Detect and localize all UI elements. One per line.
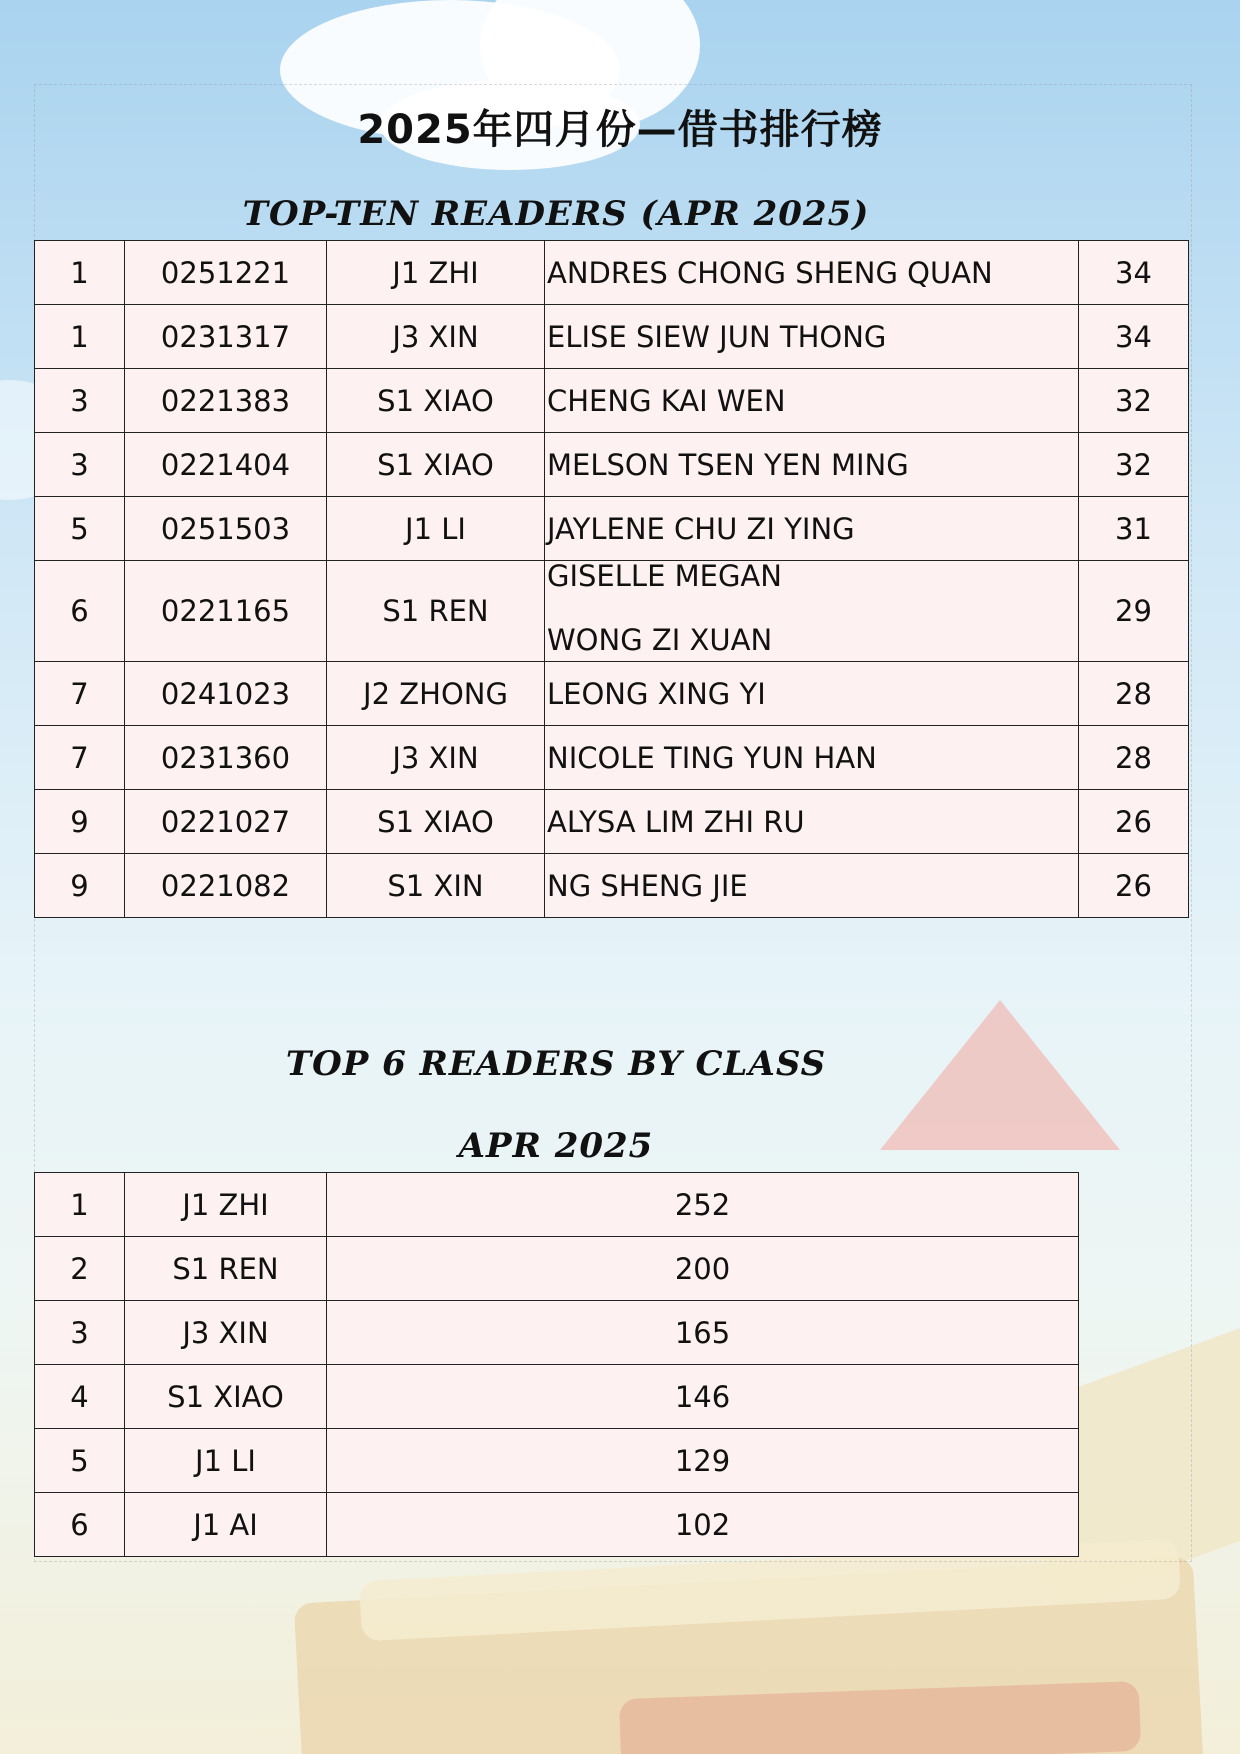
student-name-cell: CHENG KAI WEN xyxy=(545,369,1079,433)
class-cell: J1 AI xyxy=(125,1493,327,1557)
student-name-cell: JAYLENE CHU ZI YING xyxy=(545,497,1079,561)
book-count-cell: 129 xyxy=(327,1429,1079,1493)
student-name-cell: MELSON TSEN YEN MING xyxy=(545,433,1079,497)
student-id-cell: 0221383 xyxy=(125,369,327,433)
rank-cell: 6 xyxy=(35,561,125,662)
student-name-cell: ANDRES CHONG SHENG QUAN xyxy=(545,241,1079,305)
table-row xyxy=(35,854,1189,918)
student-id-cell: 0221082 xyxy=(125,854,327,918)
class-cell: S1 XIN xyxy=(327,854,545,918)
class-cell: S1 XIAO xyxy=(327,433,545,497)
book-count-cell: 32 xyxy=(1079,433,1189,497)
book-count-cell: 165 xyxy=(327,1301,1079,1365)
student-name-line: WONG ZI XUAN xyxy=(547,623,773,657)
class-cell: S1 XIAO xyxy=(327,790,545,854)
student-name-cell xyxy=(545,561,1079,662)
student-id-cell: 0251221 xyxy=(125,241,327,305)
table-row xyxy=(35,1429,1079,1493)
class-cell: J3 XIN xyxy=(327,726,545,790)
by-class-heading: TOP 6 READERS BY CLASS xyxy=(285,1044,827,1084)
student-name-line: GISELLE MEGAN xyxy=(547,559,782,593)
rank-cell: 1 xyxy=(35,305,125,369)
rank-cell: 5 xyxy=(35,1429,125,1493)
table-row xyxy=(35,497,1189,561)
class-cell: J3 XIN xyxy=(125,1301,327,1365)
table-row xyxy=(35,241,1189,305)
book-count-cell: 252 xyxy=(327,1173,1079,1237)
book-count-cell: 32 xyxy=(1079,369,1189,433)
rank-cell: 4 xyxy=(35,1365,125,1429)
table-row xyxy=(35,305,1189,369)
book-count-cell: 29 xyxy=(1079,561,1189,662)
student-name-cell: LEONG XING YI xyxy=(545,662,1079,726)
class-cell: S1 REN xyxy=(327,561,545,662)
class-cell: J3 XIN xyxy=(327,305,545,369)
class-cell: J1 ZHI xyxy=(125,1173,327,1237)
book-count-cell: 28 xyxy=(1079,726,1189,790)
book-count-cell: 200 xyxy=(327,1237,1079,1301)
student-id-cell: 0221165 xyxy=(125,561,327,662)
student-id-cell: 0221027 xyxy=(125,790,327,854)
page-title: 2025年四月份—借书排行榜 xyxy=(357,107,883,153)
book-count-cell: 102 xyxy=(327,1493,1079,1557)
top-ten-table xyxy=(34,240,1189,918)
student-id-cell: 0251503 xyxy=(125,497,327,561)
rank-cell: 5 xyxy=(35,497,125,561)
by-class-subheading: APR 2025 xyxy=(458,1126,654,1166)
rank-cell: 6 xyxy=(35,1493,125,1557)
student-name-cell: ALYSA LIM ZHI RU xyxy=(545,790,1079,854)
top-ten-heading: TOP-TEN READERS (APR 2025) xyxy=(242,194,870,234)
table-row xyxy=(35,1493,1079,1557)
student-id-cell: 0231360 xyxy=(125,726,327,790)
by-class-table xyxy=(34,1172,1079,1557)
rank-cell: 3 xyxy=(35,433,125,497)
class-cell: S1 XIAO xyxy=(125,1365,327,1429)
rank-cell: 7 xyxy=(35,726,125,790)
book-count-cell: 146 xyxy=(327,1365,1079,1429)
book-count-cell: 26 xyxy=(1079,854,1189,918)
table-row xyxy=(35,726,1189,790)
table-row xyxy=(35,1173,1079,1237)
table-row xyxy=(35,433,1189,497)
class-cell: J1 LI xyxy=(327,497,545,561)
table-row xyxy=(35,369,1189,433)
book-count-cell: 34 xyxy=(1079,305,1189,369)
rank-cell: 9 xyxy=(35,790,125,854)
rank-cell: 7 xyxy=(35,662,125,726)
student-name-cell: ELISE SIEW JUN THONG xyxy=(545,305,1079,369)
table-row xyxy=(35,790,1189,854)
table-row xyxy=(35,1365,1079,1429)
table-row xyxy=(35,561,1189,662)
rank-cell: 1 xyxy=(35,1173,125,1237)
book-count-cell: 26 xyxy=(1079,790,1189,854)
book-count-cell: 28 xyxy=(1079,662,1189,726)
student-id-cell: 0231317 xyxy=(125,305,327,369)
student-id-cell: 0241023 xyxy=(125,662,327,726)
table-row xyxy=(35,1301,1079,1365)
table-row xyxy=(35,1237,1079,1301)
rank-cell: 3 xyxy=(35,369,125,433)
class-cell: S1 REN xyxy=(125,1237,327,1301)
student-name-cell: NICOLE TING YUN HAN xyxy=(545,726,1079,790)
student-id-cell: 0221404 xyxy=(125,433,327,497)
rank-cell: 3 xyxy=(35,1301,125,1365)
class-cell: J1 ZHI xyxy=(327,241,545,305)
student-name-cell: NG SHENG JIE xyxy=(545,854,1079,918)
rank-cell: 2 xyxy=(35,1237,125,1301)
class-cell: J2 ZHONG xyxy=(327,662,545,726)
class-cell: S1 XIAO xyxy=(327,369,545,433)
table-row xyxy=(35,662,1189,726)
rank-cell: 1 xyxy=(35,241,125,305)
rank-cell: 9 xyxy=(35,854,125,918)
book-count-cell: 34 xyxy=(1079,241,1189,305)
class-cell: J1 LI xyxy=(125,1429,327,1493)
book-count-cell: 31 xyxy=(1079,497,1189,561)
